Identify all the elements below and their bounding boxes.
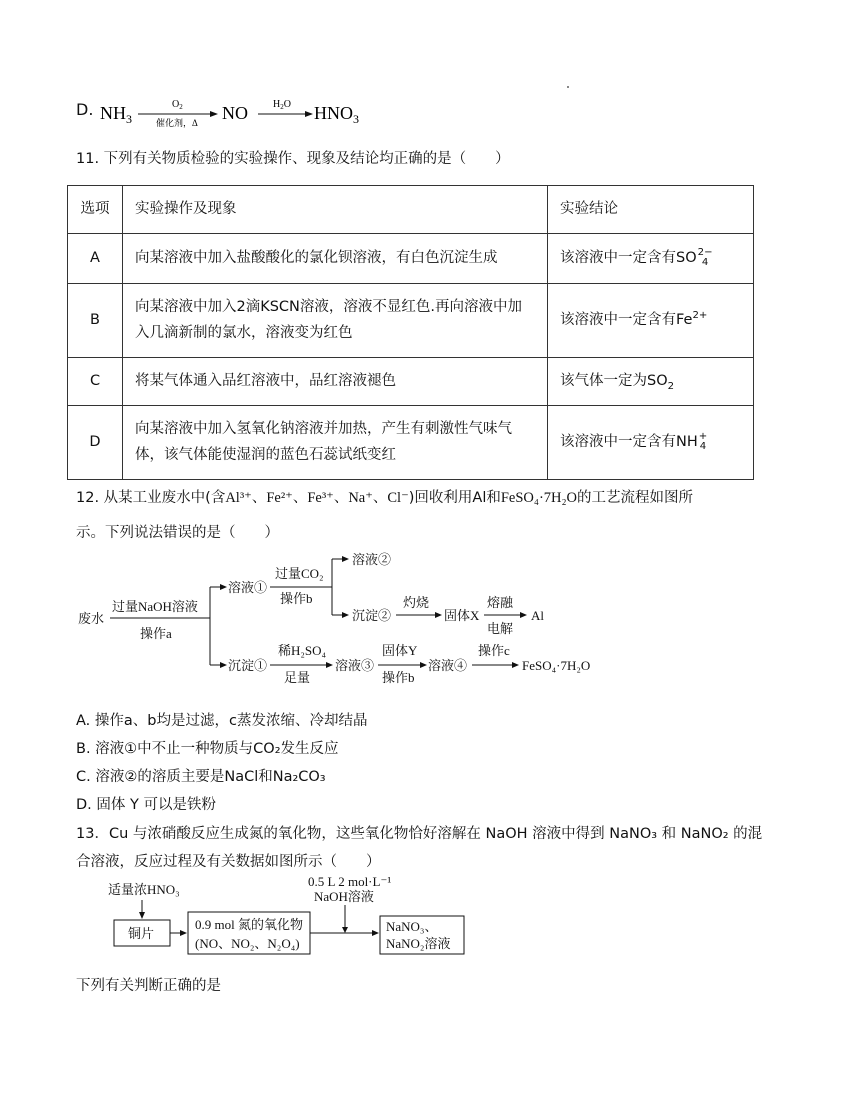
q10-equation bbox=[100, 95, 380, 135]
waste-water: 废水 bbox=[78, 611, 105, 626]
q13-flow-diagram bbox=[100, 872, 500, 962]
enough-label: 足量 bbox=[284, 670, 311, 685]
row-option: A bbox=[68, 234, 123, 284]
q12-option-d: D. 固体 Y 可以是铁粉 bbox=[76, 797, 216, 813]
ion-list: Al³⁺、Fe²⁺、Fe³⁺、Na⁺、Cl⁻ bbox=[225, 490, 409, 506]
solid-y: 固体Y bbox=[382, 643, 418, 658]
op-a: 操作a bbox=[140, 626, 172, 641]
q13-stem-line1: 13．Cu 与浓硝酸反应生成氮的氧化物，这些氧化物恰好溶解在 NaOH 溶液中得到 NaNO₃ 和 NaNO₂ 的混 bbox=[76, 826, 763, 842]
header-conclusion: 实验结论 bbox=[548, 186, 754, 234]
row-conclusion: 该溶液中一定含有SO 2− 4 bbox=[548, 234, 754, 284]
row-operation: 向某溶液中加入氢氧化钠溶液并加热，产生有刺激性气味气体，该气体能使湿润的蓝色石蕊试纸变红 bbox=[123, 406, 548, 480]
q12-option-b: B. 溶液①中不止一种物质与CO₂发生反应 bbox=[76, 741, 339, 757]
solution-3: 溶液③ bbox=[335, 658, 375, 673]
precipitate-1: 沉淀① bbox=[228, 658, 268, 673]
product-formula: FeSO₄·7H₂O bbox=[500, 490, 578, 506]
electrolysis-step: 电解 bbox=[487, 621, 514, 636]
row-operation: 将某气体通入品红溶液中，品红溶液褪色 bbox=[123, 358, 548, 406]
solution-1: 溶液① bbox=[228, 580, 268, 595]
q12-option-c: C. 溶液②的溶质主要是NaCl和Na₂CO₃ bbox=[76, 769, 326, 785]
table-row bbox=[68, 358, 754, 406]
arrow-1-top: $O_2$ bbox=[172, 99, 183, 111]
q11-stem: 11. 下列有关物质检验的实验操作、现象及结论均正确的是（ ） bbox=[76, 151, 510, 167]
q13-stem-line2: 合溶液，反应过程及有关数据如图所示（ ） bbox=[76, 854, 381, 870]
q12-option-a: A. 操作a、b均是过滤，c蒸发浓缩、冷却结晶 bbox=[76, 713, 368, 729]
gas-amount: 0.9 mol 氮的氧化物 bbox=[195, 917, 303, 932]
row-option: C bbox=[68, 358, 123, 406]
row-option: D bbox=[68, 406, 123, 480]
row-conclusion: 该气体一定为$SO_2$ bbox=[548, 358, 754, 406]
aluminum-product: Al bbox=[531, 608, 544, 623]
row-operation: 向某溶液中加入盐酸酸化的氯化钡溶液，有白色沉淀生成 bbox=[123, 234, 548, 284]
final-product: $HNO_3$ bbox=[314, 103, 359, 126]
copper: 铜片 bbox=[128, 926, 155, 941]
row-operation: 向某溶液中加入2滴KSCN溶液，溶液不显红色.再向溶液中加入几滴新制的氯水，溶液变为红色 bbox=[123, 284, 548, 358]
arrow-1-bottom: 催化剂，Δ bbox=[156, 118, 198, 128]
result-line-1: NaNO₃、 bbox=[386, 919, 438, 934]
row-conclusion: 该溶液中一定含有NH + 4 bbox=[548, 406, 754, 480]
burn-step: 灼烧 bbox=[403, 595, 430, 610]
solution-4: 溶液④ bbox=[428, 658, 468, 673]
q13-question: 下列有关判断正确的是 bbox=[76, 978, 221, 994]
melt-step: 熔融 bbox=[487, 595, 514, 610]
row-option: B bbox=[68, 284, 123, 358]
table-row bbox=[68, 284, 754, 358]
naoh-reagent: 过量NaOH溶液 bbox=[112, 599, 198, 614]
h2so4-reagent: 稀H₂SO₄ bbox=[278, 643, 327, 658]
table-row bbox=[68, 406, 754, 480]
q12-flow-diagram bbox=[70, 545, 630, 695]
header-operation: 实验操作及现象 bbox=[123, 186, 548, 234]
option-letter: D. bbox=[76, 100, 94, 119]
header-option: 选项 bbox=[68, 186, 123, 234]
naoh-amount: 0.5 L 2 mol·L⁻¹ bbox=[308, 874, 392, 889]
q10-option-d bbox=[76, 100, 93, 119]
table-header-row bbox=[68, 186, 754, 234]
gas-composition: (NO、NO₂、N₂O₄) bbox=[195, 936, 300, 951]
result-line-2: NaNO₂溶液 bbox=[386, 936, 451, 951]
q12-stem-line1: 12. 从某工业废水中(含Al³⁺、Fe²⁺、Fe³⁺、Na⁺、Cl⁻)回收利用Al和FeSO₄·7H₂O的工艺流程如图所 bbox=[76, 490, 694, 506]
solid-x: 固体X bbox=[444, 608, 480, 623]
solution-2: 溶液② bbox=[352, 552, 392, 567]
acid-reagent: 适量浓HNO₃ bbox=[108, 882, 180, 897]
table-row bbox=[68, 234, 754, 284]
arrow-2-top: $H_2O$ bbox=[273, 99, 291, 111]
naoh-solution: NaOH溶液 bbox=[314, 889, 374, 904]
final-product: FeSO₄·7H₂O bbox=[522, 658, 591, 673]
precipitate-2: 沉淀② bbox=[352, 608, 392, 623]
row-conclusion: 该溶液中一定含有$Fe^{2+}$ bbox=[548, 284, 754, 358]
op-c: 操作c bbox=[478, 643, 510, 658]
page-mark bbox=[567, 86, 569, 88]
op-b-2: 操作b bbox=[382, 670, 415, 685]
co2-reagent: 过量CO₂ bbox=[275, 566, 324, 581]
reactant: $NH_3$ bbox=[100, 103, 132, 126]
op-b-1: 操作b bbox=[280, 591, 313, 606]
q12-stem-line2: 示。下列说法错误的是（ ） bbox=[76, 525, 279, 541]
q11-table bbox=[67, 185, 754, 480]
mid-product: NO bbox=[222, 103, 248, 123]
